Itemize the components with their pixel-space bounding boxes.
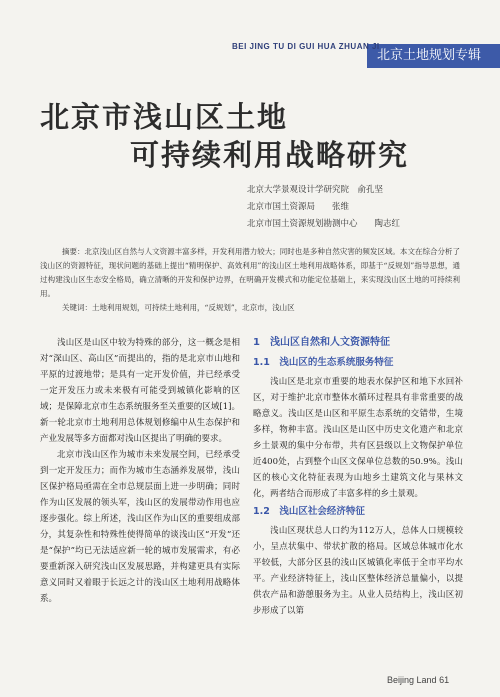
title-line-2: 可持续利用战略研究: [130, 138, 410, 172]
abstract: [40, 245, 460, 315]
section-heading: 1 浅山区自然和人文资源特征: [253, 337, 390, 348]
keywords: 关键词：土地利用规划，可持续土地利用，“反规划”，北京市，浅山区: [62, 303, 295, 312]
body-paragraph: 北京市浅山区作为城市未来发展空间，已经承受到一定开发压力；而作为城市生态涵养发展带，浅山区保护格局亟需在全市总规层面上进一步明确；同时作为山区发展的领头军，浅山区的发展带动作用也应逐步强化。综上所述，浅山区作为山区的重要组成部分，其复杂性和特殊性使得简单的谈浅山区“开发”还是“保护”均已无法适应新一轮的城市发展需求，有必要重新深入研究浅山区发展思路，并构建更具有实际意义同时又着眼于长远之计的浅山区土地利用战略体系。: [40, 450, 240, 604]
journal-name: Beijing Land: [387, 675, 437, 685]
subsection-heading: 1.2 浅山区社会经济特征: [253, 506, 365, 517]
author-line: 北京市国土资源规划勘测中心 陶志红: [247, 219, 401, 229]
author-line: 北京市国土资源局 张维: [247, 202, 350, 212]
body-paragraph: 浅山区是北京市重要的地表水保护区和地下水回补区，对于维护北京市整体水循环过程具有非常重要的战略意义。浅山区是山区和平原生态系统的交错带，生境多样，物种丰富。浅山区是山区中历史文化遗产和北京乡土景观的集中分布带，共有区县级以上文物保护单位近400处，占到整个山区文保单位总数的50.9%。浅山区的核心文化特征表现为山地乡土建筑文化与果林文化，两者结合而形成了丰富多样的乡土景观。: [253, 377, 463, 499]
page-footer: [387, 675, 449, 685]
author-line: 北京大学景观设计学研究院 俞孔坚: [247, 185, 384, 195]
subsection-heading: 1.1 浅山区的生态系统服务特征: [253, 357, 394, 368]
authors: [247, 182, 400, 233]
body-paragraph: 浅山区是山区中较为特殊的部分，这一概念是相对“深山区、高山区”而提出的，指的是北京市山地和平原的过渡地带；是具有一定开发价值，并已经承受一定开发压力或未来极有可能受到城镇化影响的区域；是保障北京市生态系统服务至关重要的区域[1]。新一轮北京市土地利用总体规划修编中从生态保护和产业发展等多方面都对浅山区提出了明确的要求。: [40, 338, 240, 444]
column-tag: 北京土地规划专辑: [367, 44, 500, 68]
body-paragraph: 浅山区现状总人口约为112万人，总体人口规模较小，呈点状集中、带状扩散的格局。区域总体城市化水平较低，大部分区县的浅山区城镇化率低于全市平均水平。产业经济特征上，浅山区整体经济总量偏小，以提供农产品和游憩服务为主。从业人员结构上，浅山区初步形成了以第: [253, 526, 463, 616]
header-pinyin: BEI JING TU DI GUI HUA ZHUAN JI: [232, 42, 380, 51]
page-number: 61: [439, 675, 450, 685]
left-column: [40, 335, 240, 607]
title-line-1: 北京市浅山区土地: [40, 100, 289, 134]
right-column: [253, 335, 463, 619]
abstract-text: 摘要：北京浅山区自然与人文资源丰富多样，开发利用潜力较大；同时也是多种自然灾害的频发区域。本文在综合分析了浅山区的资源特征，现状问题的基础上提出“精明保护、高效利用”的浅山区土地利用战略体系，即基于“反规划”指导思想，通过构建浅山区生态安全格局，确立清晰的开发和保护边界，在明确开发模式和功能定位基础上，来实现浅山区土地的可持续利用。: [40, 247, 460, 298]
